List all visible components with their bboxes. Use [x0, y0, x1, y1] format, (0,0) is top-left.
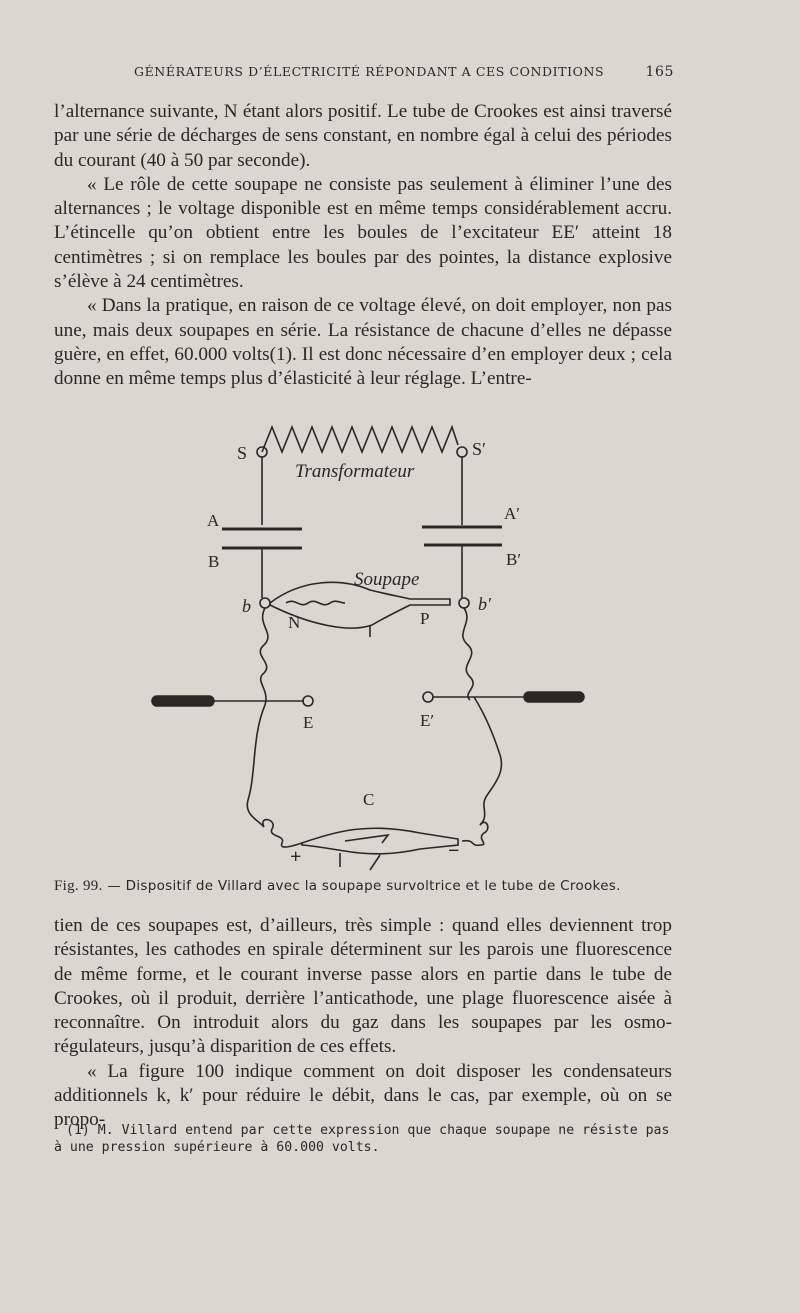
label-B: B	[208, 552, 220, 571]
label-P: P	[420, 609, 430, 628]
label-plus: +	[290, 846, 302, 868]
figure-caption	[54, 878, 694, 895]
coil-bottom-left	[263, 820, 302, 847]
paragraph: l’alternance suivante, N étant alors positif. Le tube de Crookes est ainsi traversé par une série de décharges de sens constant, en nombre égal à celui des périodes du courant (40 à 50 par seconde).	[54, 101, 672, 171]
label-C: C	[363, 790, 375, 809]
terminal-b	[260, 598, 270, 608]
coil-bottom-right	[462, 822, 488, 845]
label-S-prime: S′	[472, 439, 486, 459]
body-text-top	[54, 100, 672, 392]
page-number: 165	[645, 64, 674, 80]
figure-caption-text: — Dispositif de Villard avec la soupape survoltrice et le tube de Crookes.	[102, 878, 621, 894]
running-title: GÉNÉRATEURS D’ÉLECTRICITÉ RÉPONDANT A CES CONDITIONS	[134, 64, 605, 79]
handle-right	[524, 692, 584, 702]
label-E-prime: E′	[420, 711, 435, 730]
label-N: N	[288, 613, 301, 632]
label-minus: −	[448, 840, 460, 862]
ball-E-prime	[423, 692, 433, 702]
paragraph: « Dans la pratique, en raison de ce voltage élevé, on doit employer, non pas une, mais deux soupapes en série. La résistance de chacune d’elles ne dépasse guère, en effet, 60.000 volts(1). Il est donc nécessaire d’en employer deux ; cela donne en même temps plus d’élasticité à leur réglage. L’entre-	[54, 295, 672, 390]
label-A: A	[207, 511, 220, 530]
circuit-figure	[140, 415, 600, 875]
label-b: b	[242, 596, 251, 616]
coil-right	[463, 608, 473, 700]
handle-left	[152, 696, 214, 706]
label-E: E	[303, 713, 314, 732]
terminal-b-prime	[459, 598, 469, 608]
paragraph: « Le rôle de cette soupape ne consiste pas seulement à éliminer l’une des alternances ; le voltage disponible est en même temps considérablement accru. L’étincelle qu’on obtient entre les boules de l’excitateur EE′ atteint 18 centimètres ; si on remplace les boules par des pointes, la distance explosive s’élève à 24 centimètres.	[54, 173, 672, 293]
coil-left	[260, 608, 268, 705]
transformer-coil	[262, 427, 458, 452]
running-header	[54, 64, 674, 84]
footnote: (1) M. Villard entend par cette expression que chaque soupape ne résiste pas à une pression supérieure à 60.000 volts.	[54, 1123, 670, 1155]
label-transformer: Transformateur	[295, 461, 415, 482]
label-S: S	[237, 443, 248, 463]
figure-number: Fig. 99.	[54, 878, 103, 894]
ball-E	[303, 696, 313, 706]
paragraph: tien de ces soupapes est, d’ailleurs, très simple : quand elles deviennent trop résistantes, les cathodes en spirale déterminent sur les parois une fluorescence de même forme, et le courant inverse passe alors en partie dans le tube de Crookes, où il produit, derrière l’anticathode, une plage fluorescence aisée à reconnaître. On introduit alors du gaz dans les soupapes par les osmo-régulateurs, jusqu’à disparition de ces effets.	[54, 915, 672, 1058]
body-text-bottom	[54, 914, 672, 1133]
crookes-tube	[302, 828, 458, 854]
terminal-S-prime	[457, 447, 467, 457]
label-valve: Soupape	[354, 569, 420, 590]
paragraph: « La figure 100 indique comment on doit disposer les condensateurs additionnels k, k′ pour réduire le débit, dans le cas, par exemple, où on se propo-	[54, 1060, 672, 1131]
label-b-prime: b′	[478, 594, 491, 614]
label-B-prime: B′	[506, 550, 522, 569]
label-A-prime: A′	[504, 504, 520, 523]
